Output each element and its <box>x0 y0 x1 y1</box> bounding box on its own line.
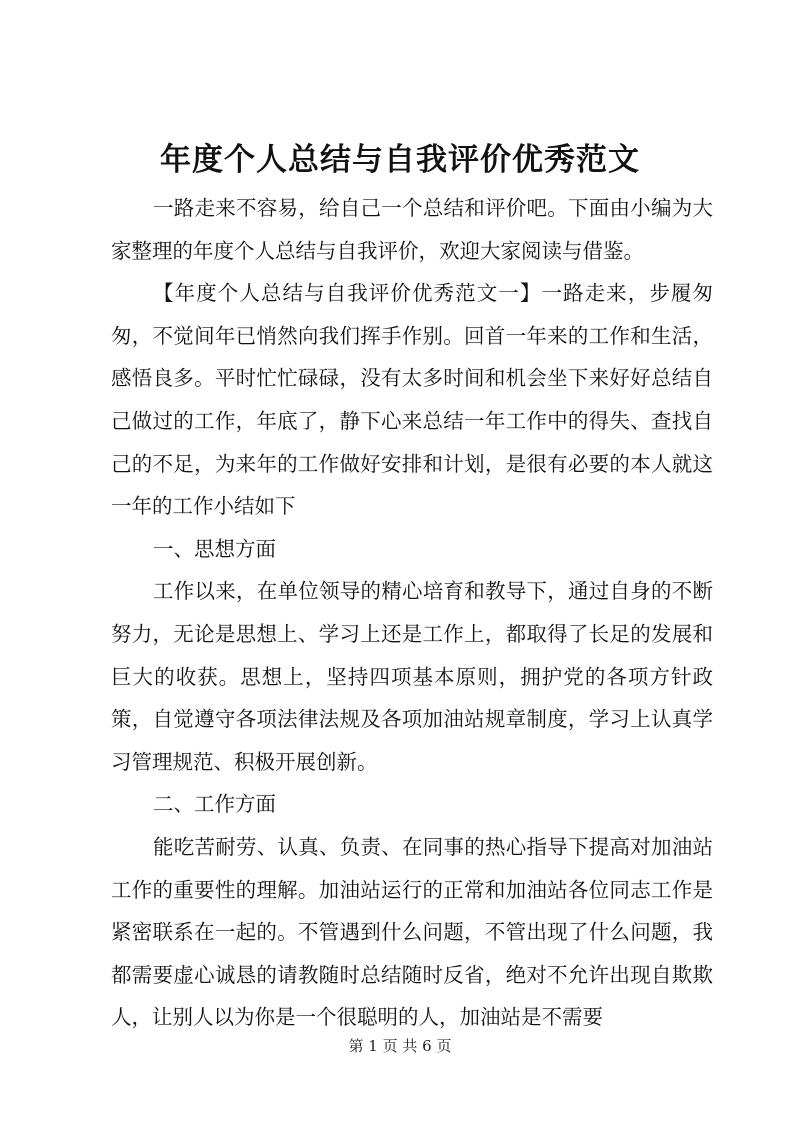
section-heading-work: 二、工作方面 <box>153 792 277 817</box>
section-heading-thought: 一、思想方面 <box>153 536 277 561</box>
paragraph-sample-one: 【年度个人总结与自我评价优秀范文一】一路走来，步履匆匆，不觉间年已悄然向我们挥手作别。回首一年来的工作和生活，感悟良多。平时忙忙碌碌，没有太多时间和机会坐下来好好总结自己做过的工作，年底了，静下心来总结一年工作中的得失、查找自己的不足，为来年的工作做好安排和计划，是很有必要的本人就这一年的工作小结如下 <box>111 281 713 519</box>
paragraph-intro: 一路走来不容易，给自己一个总结和评价吧。下面由小编为大家整理的年度个人总结与自我评价，欢迎大家阅读与借鉴。 <box>111 196 713 263</box>
document-body <box>111 187 713 1039</box>
paragraph-thought: 工作以来，在单位领导的精心培育和教导下，通过自身的不断努力，无论是思想上、学习上还是工作上，都取得了长足的发展和巨大的收获。思想上，坚持四项基本原则，拥护党的各项方针政策，自觉遵守各项法律法规及各项加油站规章制度，学习上认真学习管理规范、积极开展创新。 <box>111 579 713 774</box>
page-number-footer: 第 1 页 共 6 页 <box>348 1037 452 1055</box>
document-title: 年度个人总结与自我评价优秀范文 <box>160 142 640 178</box>
paragraph-work: 能吃苦耐劳、认真、负责、在同事的热心指导下提高对加油站工作的重要性的理解。加油站运行的正常和加油站各位同志工作是紧密联系在一起的。不管遇到什么问题，不管出现了什么问题，我都需要虚心诚恳的请教随时总结随时反省，绝对不允许出现自欺欺人，让别人以为你是一个很聪明的人，加油站是不需要 <box>111 834 713 1030</box>
